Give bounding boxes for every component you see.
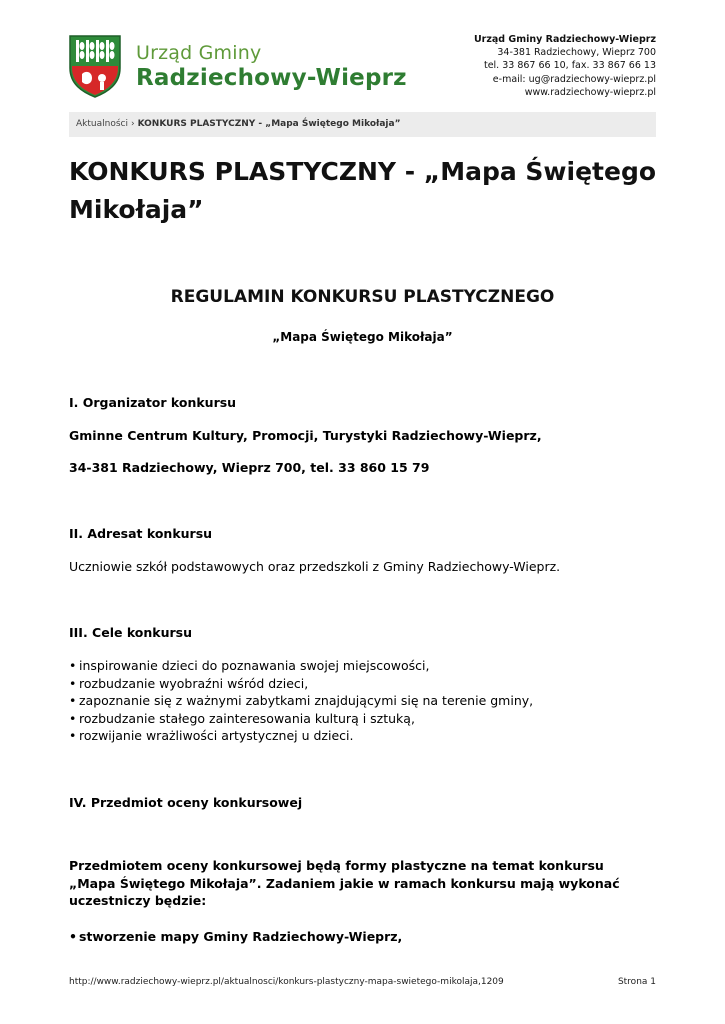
- contact-block: [474, 33, 656, 99]
- page-title: KONKURS PLASTYCZNY - „Mapa Świętego Mikołaja”: [69, 157, 657, 224]
- list-item: • rozwijanie wrażliwości artystycznej u dzieci.: [69, 727, 659, 745]
- section-4-text: Przedmiotem oceny konkursowej będą formy plastyczne na temat konkursu „Mapa Świętego Mikołaja”. Zadaniem jakie w ramach konkursu mają wykonać uczestniczy będzie:: [69, 858, 620, 908]
- task-list: [69, 928, 659, 946]
- contact-website[interactable]: www.radziechowy-wieprz.pl: [524, 86, 656, 98]
- page-header: [68, 30, 656, 105]
- footer-page-number: Strona 1: [617, 977, 656, 987]
- list-item: • zapoznanie się z ważnymi zabytkami znajdującymi się na terenie gminy,: [69, 692, 659, 710]
- regulations-heading: REGULAMIN KONKURSU PLASTYCZNEGO: [170, 287, 555, 307]
- breadcrumb: [69, 112, 656, 137]
- contact-address: 34-381 Radziechowy, Wieprz 700: [497, 47, 656, 59]
- contact-phone: tel. 33 867 66 10, fax. 33 867 66 13: [483, 60, 656, 72]
- breadcrumb-separator: ›: [130, 119, 135, 129]
- logo-text: [136, 42, 407, 92]
- contact-name: Urząd Gminy Radziechowy-Wieprz: [473, 34, 656, 45]
- section-2-title: II. Adresat konkursu: [69, 526, 213, 541]
- list-item: • stworzenie mapy Gminy Radziechowy-Wieprz,: [69, 928, 659, 946]
- breadcrumb-link-aktualnosci[interactable]: Aktualności: [76, 119, 128, 129]
- page-footer: [69, 977, 656, 987]
- footer-url[interactable]: http://www.radziechowy-wieprz.pl/aktualnosci/konkurs-plastyczny-mapa-swietego-mikolaja,1209: [69, 977, 504, 987]
- list-item: • rozbudzanie wyobraźni wśród dzieci,: [69, 675, 659, 693]
- contact-email[interactable]: e-mail: ug@radziechowy-wieprz.pl: [492, 73, 656, 85]
- list-item: • inspirowanie dzieci do poznawania swojej miejscowości,: [69, 657, 659, 675]
- logo-line-2: Radziechowy-Wieprz: [136, 65, 407, 91]
- coat-of-arms-icon: [68, 34, 122, 98]
- list-item: • rozbudzanie stałego zainteresowania kulturą i sztuką,: [69, 710, 659, 728]
- section-4-title: IV. Przedmiot oceny konkursowej: [69, 795, 303, 810]
- goals-list: [69, 657, 659, 745]
- section-3-title: III. Cele konkursu: [69, 625, 192, 640]
- section-2-text: Uczniowie szkół podstawowych oraz przedszkoli z Gminy Radziechowy-Wieprz.: [69, 559, 561, 574]
- logo-line-1: Urząd Gminy: [136, 42, 262, 64]
- regulations-subtitle: „Mapa Świętego Mikołaja”: [272, 330, 453, 344]
- section-1-line-1: Gminne Centrum Kultury, Promocji, Turystyki Radziechowy-Wieprz,: [69, 428, 542, 443]
- municipality-logo[interactable]: [68, 34, 407, 98]
- breadcrumb-current: KONKURS PLASTYCZNY - „Mapa Świętego Mikołaja”: [137, 119, 401, 129]
- section-1-title: I. Organizator konkursu: [69, 395, 237, 410]
- section-1-line-2: 34-381 Radziechowy, Wieprz 700, tel. 33 860 15 79: [69, 460, 430, 475]
